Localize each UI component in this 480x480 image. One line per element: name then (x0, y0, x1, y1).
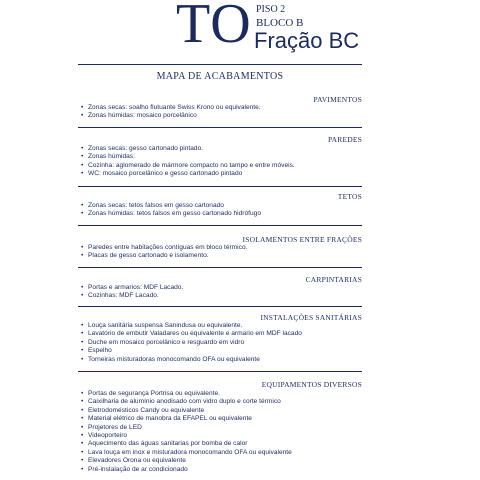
list-item: • Pré-instalação de ar condicionado (88, 466, 292, 474)
divider (78, 267, 362, 268)
divider (78, 64, 362, 65)
divider (78, 306, 362, 307)
list-item: • Zonas secas: gesso cartonado pintado. (88, 145, 295, 153)
list-item: • Cozinha: aglomerado de mármore compacto no tampo e entre móveis. (88, 162, 295, 170)
block-label: BLOCO B (256, 17, 304, 29)
section-list-isolamentos (78, 244, 247, 261)
unit-label: Fração BC (254, 28, 360, 53)
list-item: • Zonas húmidas: mosaico porcelânico (88, 112, 261, 120)
list-item (88, 210, 261, 218)
list-item: • Torneiras misturadoras monocomando OFA ou equivalente (88, 356, 302, 364)
section-list-paredes (78, 145, 295, 179)
section-title-instalacoes: INSTALAÇÕES SANITÁRIAS (260, 313, 362, 322)
section-title-equipamentos: EQUIPAMENTOS DIVERSOS (261, 380, 362, 389)
list-item: • Portas de segurança Portrisa ou equivalente. (88, 390, 292, 398)
list-item: • Portas e armarios: MDF Lacado. (88, 284, 183, 292)
list-item: • Elevadores Orona ou equivalente (88, 457, 292, 465)
unit-code: TO (176, 0, 252, 55)
list-item: • Cozinhas: MDF Lacado. (88, 292, 183, 300)
item-text: Zonas húmidas: tetos falsos em gesso cartonado hidrófugo (88, 210, 262, 218)
section-list-carpintarias (78, 284, 183, 301)
divider (78, 371, 362, 372)
item-text: Zonas secas: tetos falsos em gesso cartonado (88, 202, 224, 209)
list-item: • Louça sanitária suspensa Sanindusa ou equivalente. (88, 322, 302, 330)
list-item: • Projetores de LED (88, 424, 292, 432)
list-item: • WC: mosaico porcelânico e gesso cartonado pintado (88, 170, 295, 178)
divider (78, 127, 362, 128)
section-title-paredes: PAREDES (327, 135, 362, 144)
divider (78, 225, 362, 226)
list-item: • Espelho (88, 347, 302, 355)
list-item: • Placas de gesso cartonado e isolamento. (88, 252, 247, 260)
section-list-tetos (78, 202, 261, 219)
list-item: • Aquecimento das águas sanitarias por bomba de calor (88, 440, 292, 448)
list-item: • Duche em mosaico porcelânico e resguardo em vidro (88, 339, 302, 347)
list-item (88, 202, 261, 210)
section-list-equipamentos (78, 390, 292, 474)
floor-label: PISO 2 (256, 4, 286, 15)
divider (78, 186, 362, 187)
list-item: • Zonas secas: soalho flutuante Swiss Krono ou equivalente. (88, 104, 261, 112)
list-item: • Paredes entre habitações contíguas em bloco térmico. (88, 244, 247, 252)
list-item: • Videoporteiro (88, 432, 292, 440)
section-list-pavimentos (78, 104, 261, 121)
section-title-tetos: TETOS (337, 192, 362, 201)
section-title-isolamentos: ISOLAMENTOS ENTRE FRAÇÕES (242, 235, 362, 244)
list-item: • Lavatório de embutir Valadares ou equivalente e armario em MDF lacado (88, 330, 302, 338)
list-item: • Lava louça em inox e misturadora monocomando OFA ou equivalente (88, 449, 292, 457)
list-item: • Eletrodomésticos Candy ou equivalente (88, 407, 292, 415)
list-item: • Caixilharia de alumínio anodisado com vidro duplo e corte térmico (88, 398, 292, 406)
section-title-carpintarias: CARPINTARIAS (305, 275, 362, 284)
section-list-instalacoes (78, 322, 302, 364)
list-item: • Material elétrico de manobra da EFAPEL ou equivalente (88, 415, 292, 423)
document-title: MAPA DE ACABAMENTOS (156, 71, 284, 82)
section-title-pavimentos: PAVIMENTOS (313, 95, 362, 104)
list-item: • Zonas húmidas: (88, 153, 295, 161)
